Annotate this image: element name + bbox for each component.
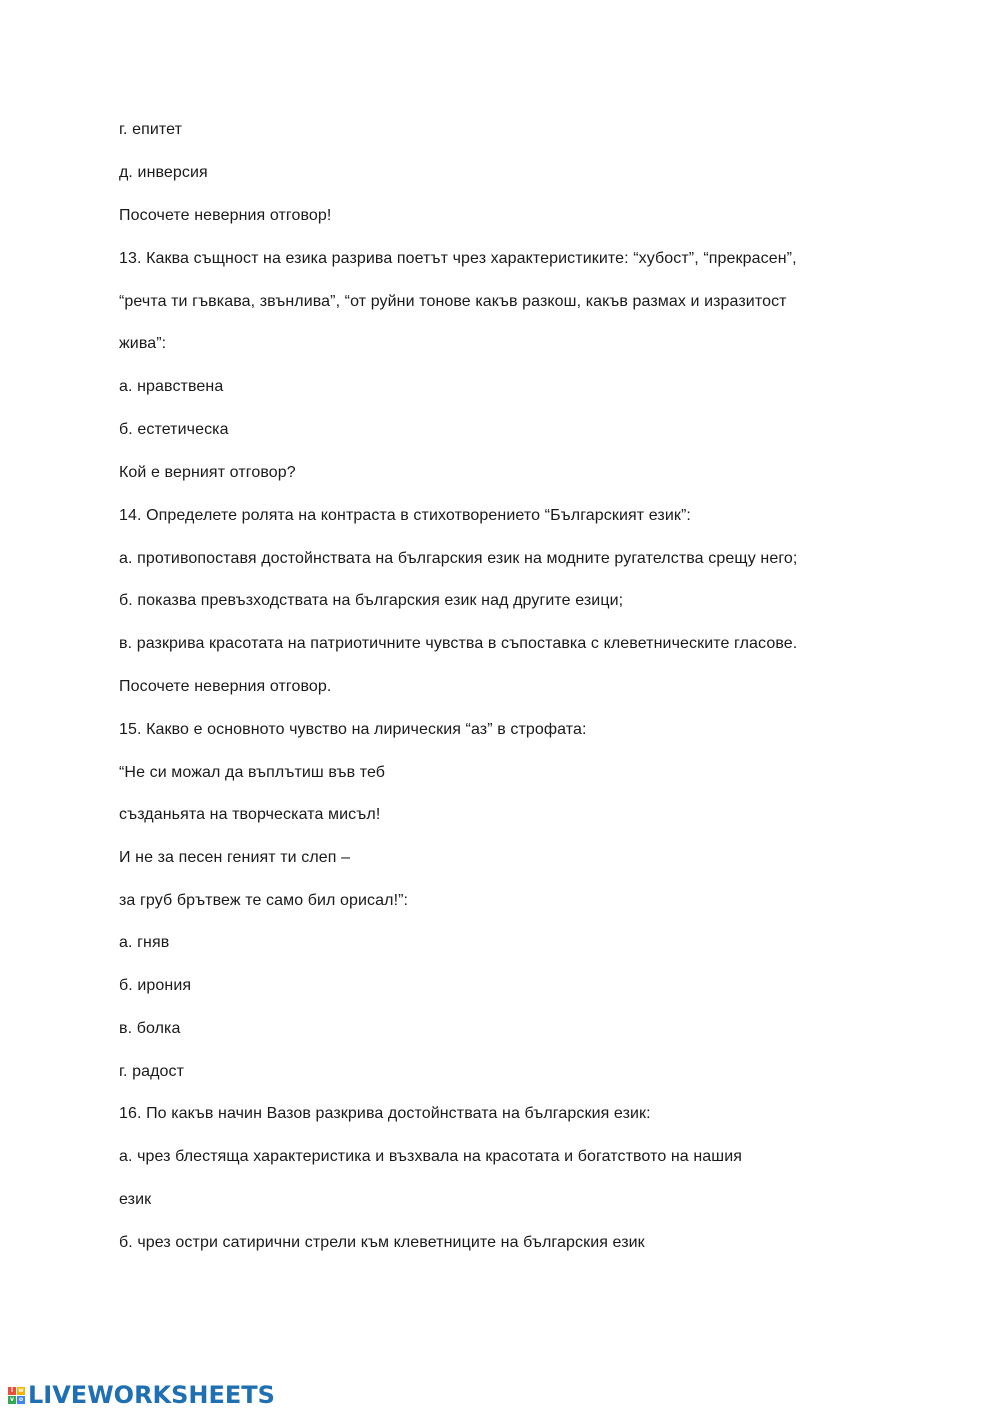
question-text: жива”: xyxy=(119,335,167,352)
question-text: 16. По какъв начин Вазов разкрива достойнствата на българския език: xyxy=(119,1105,651,1122)
answer-option: в. болка xyxy=(119,1020,181,1037)
logo-block: v xyxy=(8,1396,16,1404)
logo-block: w xyxy=(18,1386,24,1394)
answer-option: а. гняв xyxy=(119,934,170,951)
poem-line: създаньята на творческата мисъл! xyxy=(119,806,381,823)
answer-option: г. радост xyxy=(119,1063,185,1080)
instruction-text: Посочете неверния отговор. xyxy=(119,678,332,695)
question-text: 15. Какво е основното чувство на лирическия “аз” в строфата: xyxy=(119,721,587,738)
answer-option: б. показва превъзходствата на българския език над другите езици; xyxy=(119,592,624,609)
logo-text: LIVEWORKSHEETS xyxy=(28,1381,275,1409)
answer-option: б. ирония xyxy=(119,977,192,994)
logo-blocks-icon xyxy=(8,1387,25,1404)
answer-option: д. инверсия xyxy=(119,164,208,181)
question-text: “речта ти гъвкава, звънлива”, “от руйни тонове какъв разкош, какъв размах и изразитост xyxy=(119,293,787,310)
liveworksheets-logo xyxy=(8,1382,275,1408)
poem-line: “Не си можал да въплътиш във теб xyxy=(119,764,386,781)
answer-option: а. нравствена xyxy=(119,378,224,395)
instruction-text: Кой е верният отговор? xyxy=(119,464,296,481)
answer-option: в. разкрива красотата на патриотичните чувства в съпоставка с клеветническите гласове. xyxy=(119,635,798,652)
answer-option: а. чрез блестяща характеристика и възхвала на красотата и богатството на нашия xyxy=(119,1148,743,1165)
logo-block: o xyxy=(18,1395,24,1403)
answer-option: б. естетическа xyxy=(119,421,229,438)
poem-line: за груб брътвеж те само бил орисал!”: xyxy=(119,892,409,909)
instruction-text: Посочете неверния отговор! xyxy=(119,207,332,224)
answer-option: б. чрез остри сатирични стрели към клеветниците на българския език xyxy=(119,1234,645,1251)
answer-option: г. епитет xyxy=(119,121,183,138)
question-text: 13. Каква същност на езика разрива поетът чрез характеристиките: “хубост”, “прекрасен”, xyxy=(119,250,797,267)
answer-option: език xyxy=(119,1191,152,1208)
question-text: 14. Определете ролята на контраста в стихотворението “Българският език”: xyxy=(119,507,691,524)
logo-block: l xyxy=(8,1387,16,1395)
poem-line: И не за песен геният ти слеп – xyxy=(119,849,351,866)
answer-option: а. противопоставя достойнствата на българския език на модните ругателства срещу него; xyxy=(119,550,798,567)
